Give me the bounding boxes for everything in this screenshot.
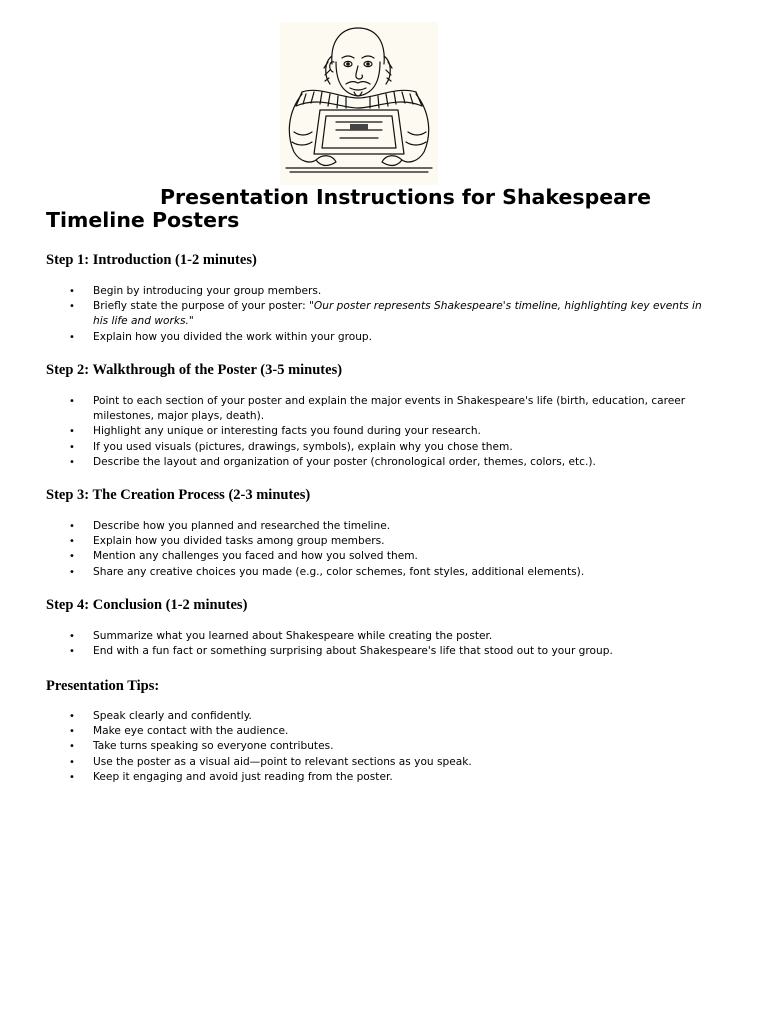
section-heading: Presentation Tips: <box>46 678 160 694</box>
list-item-text: Begin by introducing your group members. <box>93 285 322 297</box>
list-item <box>46 770 705 785</box>
list-item-text: Highlight any unique or interesting facts you found during your research. <box>93 425 481 438</box>
list-item <box>46 644 705 659</box>
bullet-list <box>46 284 726 345</box>
section-heading: Step 3: The Creation Process (2-3 minutes) <box>46 487 311 503</box>
list-item <box>46 724 705 739</box>
list-item <box>46 440 705 455</box>
list-item-text: Mention any challenges you faced and how you solved them. <box>93 550 418 563</box>
section-step-4 <box>46 596 726 659</box>
list-item-text: Make eye contact with the audience. <box>93 725 289 738</box>
bullet-icon: • <box>69 631 75 642</box>
list-item-text: Point to each section of your poster and explain the major events in Shakespeare's life (birth, education, career milestones, major plays, death). <box>93 395 686 423</box>
list-item <box>46 394 705 424</box>
bullet-icon: • <box>69 301 75 313</box>
bullet-icon: • <box>69 726 75 738</box>
section-step-1 <box>46 251 726 345</box>
bullet-icon: • <box>69 711 75 722</box>
section-presentation-tips <box>46 677 726 785</box>
list-item-text: Speak clearly and confidently. <box>93 710 252 722</box>
section-step-3 <box>46 486 726 580</box>
bullet-list <box>46 629 726 659</box>
bullet-icon: • <box>69 396 75 407</box>
list-item <box>46 709 705 724</box>
bullet-icon: • <box>69 771 75 783</box>
list-item-text: Explain how you divided tasks among group members. <box>93 535 385 548</box>
section-step-2 <box>46 361 726 470</box>
bullet-icon: • <box>69 441 75 453</box>
bullet-icon: • <box>69 551 75 563</box>
section-heading: Step 2: Walkthrough of the Poster (3-5 minutes) <box>46 362 343 378</box>
list-item-text: Share any creative choices you made (e.g., color schemes, font styles, additional elements). <box>93 565 585 578</box>
bullet-list <box>46 709 726 785</box>
list-item <box>46 534 705 549</box>
bullet-list <box>46 519 726 580</box>
section-heading: Step 4: Conclusion (1-2 minutes) <box>46 597 248 613</box>
list-item-text: Take turns speaking so everyone contributes. <box>93 740 334 753</box>
list-item-text: Explain how you divided the work within your group. <box>93 330 373 343</box>
section-heading: Step 1: Introduction (1-2 minutes) <box>46 252 257 268</box>
bullet-icon: • <box>69 756 75 768</box>
list-item <box>46 455 705 470</box>
bullet-icon: • <box>69 741 75 753</box>
bullet-icon: • <box>69 456 75 468</box>
list-item <box>46 549 705 564</box>
list-item <box>46 284 705 299</box>
bullet-icon: • <box>69 521 75 532</box>
list-item-text: Summarize what you learned about Shakespeare while creating the poster. <box>93 630 493 642</box>
list-item-text: Briefly state the purpose of your poster: <box>93 300 310 313</box>
list-item <box>46 299 705 329</box>
list-item <box>46 739 705 754</box>
list-item <box>46 755 705 770</box>
list-item <box>46 330 705 345</box>
shakespeare-caricature-icon <box>280 22 438 185</box>
list-item <box>46 565 705 580</box>
bullet-icon: • <box>69 286 75 297</box>
bullet-icon: • <box>69 566 75 578</box>
list-item-quote: "Our poster represents Shakespeare's timeline, highlighting key events in his life and works." <box>93 300 702 328</box>
list-item <box>46 519 705 534</box>
list-item-text: If you used visuals (pictures, drawings, symbols), explain why you chose them. <box>93 440 513 453</box>
list-item <box>46 424 705 439</box>
list-item-text: Describe how you planned and researched the timeline. <box>93 520 391 532</box>
list-item-text: Keep it engaging and avoid just reading from the poster. <box>93 770 393 783</box>
bullet-list <box>46 394 726 470</box>
bullet-icon: • <box>69 646 75 658</box>
list-item-text: End with a fun fact or something surprising about Shakespeare's life that stood out to your group. <box>93 645 613 658</box>
list-item-text: Use the poster as a visual aid—point to relevant sections as you speak. <box>93 755 472 768</box>
bullet-icon: • <box>69 426 75 438</box>
bullet-icon: • <box>69 536 75 548</box>
list-item <box>46 629 705 644</box>
page-title: Presentation Instructions for Shakespeare Timeline Posters <box>46 185 651 232</box>
list-item-text: Describe the layout and organization of your poster (chronological order, themes, colors, etc.). <box>93 455 596 468</box>
bullet-icon: • <box>69 331 75 343</box>
